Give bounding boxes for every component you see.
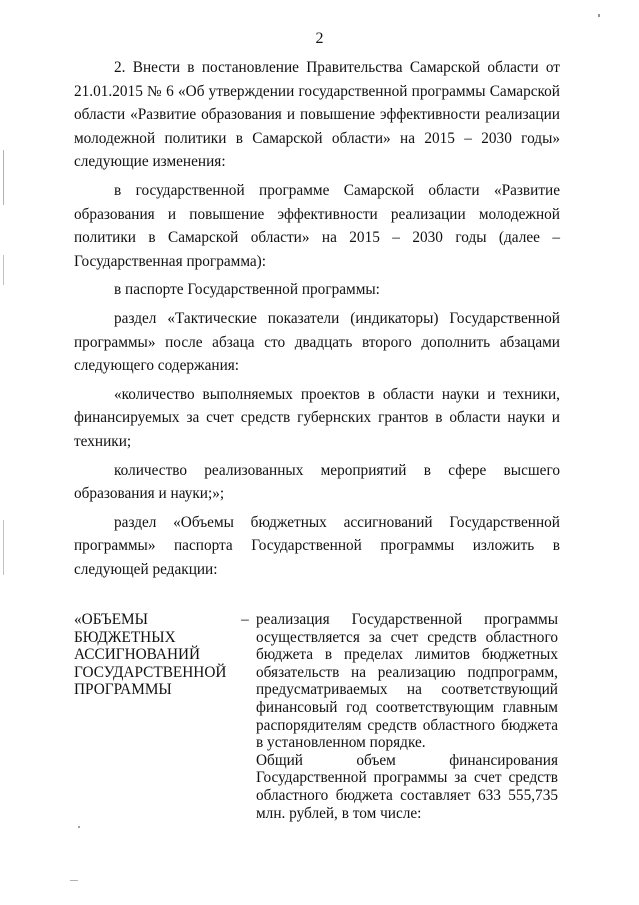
paragraph-science-projects: «количество выполняемых проектов в области науки и техники, финансируемых за счет средств губернских грантов в области науки и техники;	[74, 385, 560, 450]
paragraph-passport: в паспорте Государственной программы:	[114, 281, 380, 299]
paragraph-state-program: в государственной программе Самарской области «Развитие образования и повышение эффективности реализации молодежной политики в Самарской области» на 2015 – 2030 годы (далее – Государственная программа):	[74, 181, 560, 270]
document-body	[74, 56, 560, 586]
scan-artifact	[3, 150, 4, 205]
scan-artifact	[3, 520, 4, 575]
page-number: 2	[315, 30, 324, 47]
table-description	[256, 611, 558, 822]
table-label-budget-allocations: «ОБЪЕМЫ БЮДЖЕТНЫХ АССИГНОВАНИЙ ГОСУДАРСТВЕННОЙ ПРОГРАММЫ	[74, 611, 227, 699]
scan-artifact	[598, 14, 600, 17]
scan-artifact	[78, 826, 80, 828]
paragraph-budget-section: раздел «Объемы бюджетных ассигнований Государственной программы» паспорта Государственной программы изложить в следующей редакции:	[74, 513, 560, 578]
table-paragraph-implementation: реализация Государственной программы осуществляется за счет средств областного бюджета в пределах лимитов бюджетных обязательств на реализацию подпрограмм, предусматриваемых на соответствующий финансовый год соответствующим главным распорядителям средств областного бюджета в установленном порядке.	[256, 611, 558, 752]
paragraph-higher-education: количество реализованных мероприятий в сфере высшего образования и науки;»;	[74, 461, 560, 503]
paragraph-tactical-indicators: раздел «Тактические показатели (индикаторы) Государственной программы» после абзаца сто двадцать второго дополнить абзацами следующего содержания:	[74, 309, 560, 375]
table-paragraph-total-funding: Общий объем финансирования Государственной программы за счет средств областного бюджета составляет 633 555,735 млн. рублей, в том числе:	[256, 751, 558, 822]
table-dash: –	[241, 611, 249, 628]
paragraph-amend-resolution: 2. Внести в постановление Правительства Самарской области от 21.01.2015 № 6 «Об утверждении государственной программы Самарской области «Развитие образования и повышение эффективности реализации молодежной политики в Самарской области» на 2015 – 2030 годы» следующие изменения:	[74, 59, 560, 171]
scan-artifact	[70, 880, 78, 881]
scan-artifact	[3, 255, 4, 285]
